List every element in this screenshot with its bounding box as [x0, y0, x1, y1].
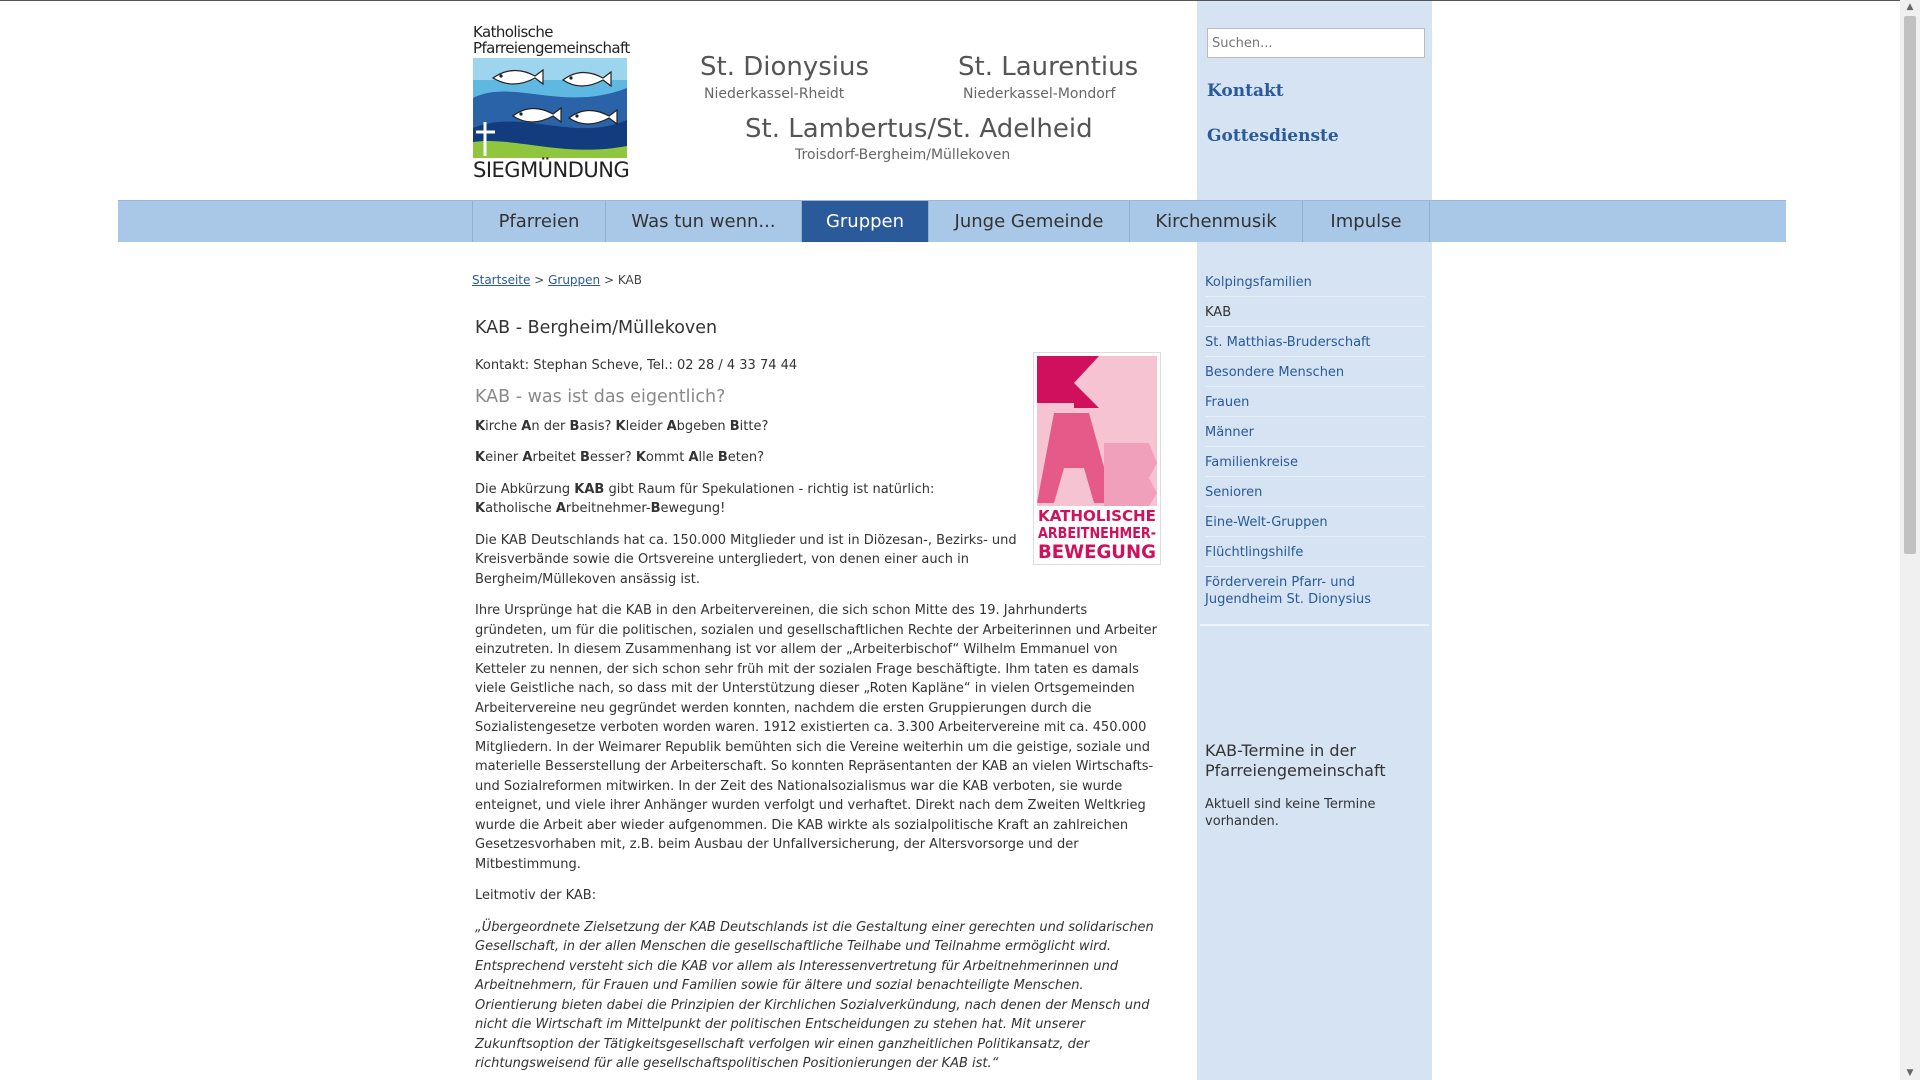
parish-name-dionysius[interactable]: St. Dionysius [700, 52, 870, 82]
subnav-foerderverein[interactable]: Förderverein Pfarr- und Jugendheim St. Dionysius [1205, 575, 1371, 607]
acronym-line-2: Keiner Arbeitet Besser? Kommt Alle Beten? [475, 450, 765, 465]
page-scrollbar[interactable] [1900, 0, 1920, 1080]
kab-logo-line-1: KATHOLISCHE [1038, 507, 1156, 525]
subnav-kolpingsfamilien[interactable]: Kolpingsfamilien [1205, 275, 1312, 290]
subnav-separator [1205, 356, 1425, 357]
termine-text: Aktuell sind keine Termine vorhanden. [1205, 797, 1376, 829]
subnav-separator [1205, 566, 1425, 567]
subnav-separator [1205, 446, 1425, 447]
subnav-maenner[interactable]: Männer [1205, 425, 1255, 440]
paragraph-membership: Die KAB Deutschlands hat ca. 150.000 Mitglieder und ist in Diözesan-, Bezirks- und Kreisverbände sowie die Ortsvereine untergliedert, von denen einer auch in Bergheim/Müllekoven ansässig ist. [475, 532, 1017, 587]
subnav-kab[interactable]: KAB [1205, 305, 1232, 320]
breadcrumb-separator: > [534, 273, 545, 287]
fish-logo-icon [473, 58, 627, 158]
subnav-separator [1205, 296, 1425, 297]
leitmotiv-label: Leitmotiv der KAB: [475, 888, 597, 903]
parish-location-lambertus: Troisdorf-Bergheim/Müllekoven [795, 147, 1011, 163]
breadcrumb [472, 273, 642, 287]
kab-logo-icon [1033, 352, 1161, 565]
parish-name-laurentius[interactable]: St. Laurentius [958, 52, 1139, 82]
acronym-line-1: Kirche An der Basis? Kleider Abgeben Bitte? [475, 418, 769, 434]
nav-pfarreien[interactable]: Pfarreien [472, 201, 605, 242]
subnav-matthias-bruderschaft[interactable]: St. Matthias-Bruderschaft [1205, 335, 1371, 350]
subnav-senioren[interactable]: Senioren [1205, 485, 1263, 500]
kontakt-link[interactable]: Kontakt [1207, 81, 1284, 101]
subnav-besondere-menschen[interactable]: Besondere Menschen [1205, 365, 1345, 380]
section-subtitle: KAB - was ist das eigentlich? [475, 386, 726, 407]
contact-line: Kontakt: Stephan Scheve, Tel.: 02 28 / 4 33 74 44 [475, 358, 798, 373]
subnav-separator [1205, 326, 1425, 327]
nav-junge-gemeinde[interactable]: Junge Gemeinde [928, 201, 1129, 242]
abbreviation-paragraph: Die Abkürzung KAB gibt Raum für Spekulationen - richtig ist natürlich: Katholische Arbeitnehmer-Bewegung! [475, 481, 935, 516]
nav-was-tun-wenn[interactable]: Was tun wenn... [605, 201, 801, 242]
breadcrumb-gruppen[interactable]: Gruppen [548, 273, 601, 287]
termine-heading: KAB-Termine in der Pfarreiengemeinschaft [1205, 741, 1386, 780]
breadcrumb-separator: > [603, 273, 615, 287]
nav-kirchenmusik[interactable]: Kirchenmusik [1129, 201, 1302, 242]
breadcrumb-home[interactable]: Startseite [472, 273, 531, 287]
subnav-separator [1205, 536, 1425, 537]
subnav-fluechtlingshilfe[interactable]: Flüchtlingshilfe [1205, 545, 1304, 560]
kab-logo-line-3: BEWEGUNG [1038, 541, 1156, 563]
top-border [0, 0, 1900, 1]
search-input[interactable] [1207, 28, 1425, 58]
nav-impulse[interactable]: Impulse [1302, 201, 1429, 242]
paragraph-history: Ihre Ursprünge hat die KAB in den Arbeitervereinen, die sich schon Mitte des 19. Jahrhunderts gründeten, um für die politischen, sozialen und gesellschaftlichen Rechte der Arbeiterinnen und Arbeiter einzutreten. In diesem Zusammenhang ist vor allem der „Arbeiterbischof“ Wilhelm Emmanuel von Ketteler zu nennen, der sich schon sehr früh mit der sozialen Frage beschäftigte. Ihm taten es damals viele Geistliche nach, so dass mit der Unterstützung dieser „Roten Kapläne“ in vielen Ortsgemeinden Arbeitervereine neu gegründet werden konnten, nachdem die ersten Gruppierungen durch die Sozialistengesetze verboten worden waren. 1912 existierten ca. 3.300 Arbeitervereine mit ca. 450.000 Mitgliedern. In der Weimarer Republik bemühten sich die Vereine weiterhin um die geistige, soziale und materielle Besserstellung der Arbeiterschaft. So konnten Repräsentanten der KAB an vielen Wirtschafts- und Sozialreformen mitwirken. In der Zeit des Nationalsozialismus war die KAB verboten, sie wurde enteignet, und viele ihrer Anhänger wurden verfolgt und verhaftet. Direkt nach dem Zweiten Weltkrieg wurde die Arbeit aber wieder aufgenommen. Die KAB wirkte als sozialpolitische Kraft an zahlreichen Gesetzesvorhaben mit, z.B. beim Ausbau der Unfallversicherung, der Altersvorsorge und der Mitbestimmung. [475, 603, 1158, 872]
scroll-thumb[interactable] [1904, 16, 1916, 554]
parish-name-lambertus[interactable]: St. Lambertus/St. Adelheid [745, 114, 1093, 144]
logo-line-2: Pfarreiengemeinschaft [473, 39, 630, 57]
logo-line-1: Katholische [473, 23, 553, 41]
subnav-separator [1205, 386, 1425, 387]
logo-line-3: SIEGMÜNDUNG [473, 158, 630, 182]
main-navigation [118, 200, 1786, 242]
leitmotiv-quote: „Übergeordnete Zielsetzung der KAB Deutschlands ist die Gestaltung einer gerechten und solidarischen Gesellschaft, in der allen Menschen die gesellschaftliche Teilhabe und Teilnahme ermöglicht wird. Entsprechend versteht sich die KAB vor allem als Interessenvertretung für Arbeitnehmerinnen und Arbeitnehmern, für Frauen und Familien sowie für ältere und sozial benachteiligte Menschen. Orientierung bieten dabei die Prinzipien der Kirchlichen Sozialverkündung, nach denen der Mensch und nicht die Wirtschaft im Mittelpunkt der politischen Entscheidungen zu stehen hat. Mit unserer Zukunftsoption der Tätigkeitsgesellschaft verfolgen wir einen ganzheitlichen Politikansatz, der richtungsweisend für alle gesellschaftspolitischen Positionierungen der KAB ist.“ [475, 919, 1154, 1071]
subnav-frauen[interactable]: Frauen [1205, 395, 1250, 410]
subnav-separator [1205, 506, 1425, 507]
breadcrumb-current: KAB [617, 273, 642, 287]
subnav-familienkreise[interactable]: Familienkreise [1205, 455, 1298, 470]
subnav-bottom-divider [1200, 624, 1429, 626]
subnav-separator [1205, 416, 1425, 417]
scroll-up-arrow-icon[interactable]: ▲ [1906, 2, 1914, 12]
gottesdienste-link[interactable]: Gottesdienste [1207, 126, 1339, 146]
site-logo[interactable] [473, 24, 629, 181]
subnav-separator [1205, 476, 1425, 477]
subnav-eine-welt-gruppen[interactable]: Eine-Welt-Gruppen [1205, 515, 1328, 530]
nav-divider [1429, 201, 1430, 242]
page-title: KAB - Bergheim/Müllekoven [475, 318, 718, 338]
kab-logo-line-2: ARBEITNEHMER- [1038, 524, 1156, 542]
parish-location-dionysius: Niederkassel-Rheidt [704, 86, 845, 102]
parish-location-laurentius: Niederkassel-Mondorf [963, 86, 1116, 102]
nav-gruppen[interactable]: Gruppen [801, 201, 928, 242]
right-column [1197, 1, 1432, 1080]
scroll-down-arrow-icon[interactable]: ▼ [1906, 1068, 1914, 1078]
